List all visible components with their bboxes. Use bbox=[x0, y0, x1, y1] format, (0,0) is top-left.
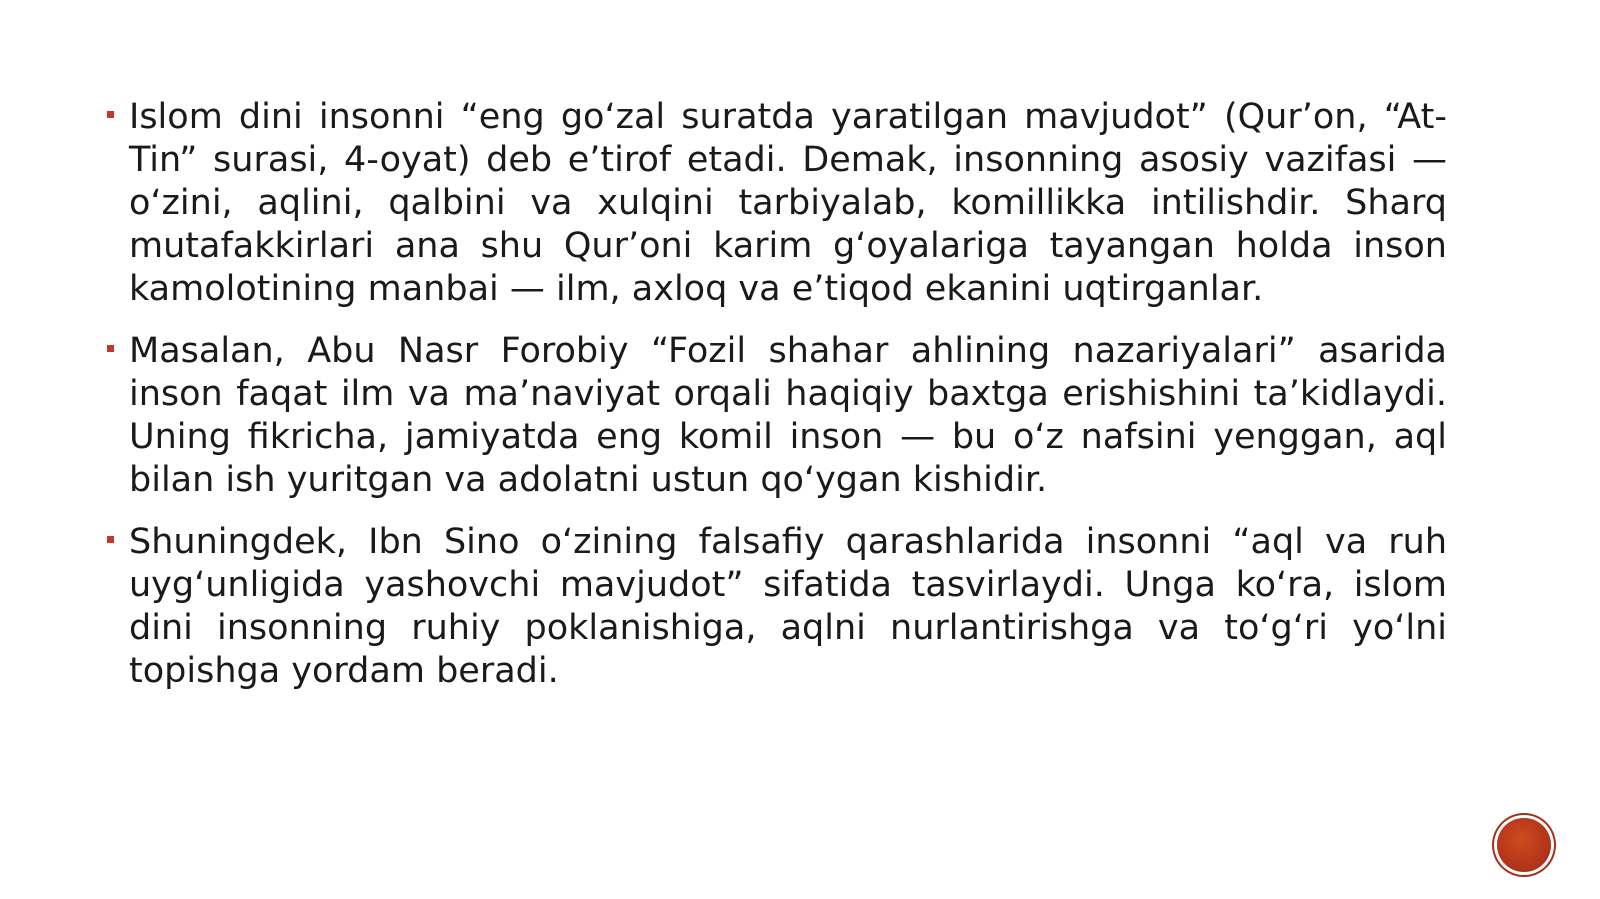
square-bullet-icon bbox=[107, 345, 114, 352]
square-bullet-icon bbox=[107, 536, 114, 543]
bullet-text: Masalan, Abu Nasr Forobiy “Fozil shahar ahlining nazariyalari” asarida inson faqat ilm va ma’naviyat orqali haqiqiy baxtga erishishini ta’kidlaydi. Uning fikricha, jamiyatda eng komil inson — bu o‘z nafsini yenggan, aql bilan ish yuritgan va adolatni ustun qo‘ygan kishidir. bbox=[129, 331, 1447, 500]
bullet-item bbox=[107, 96, 1447, 311]
bullet-item bbox=[107, 330, 1447, 502]
bullet-text: Islom dini insonni “eng go‘zal suratda yaratilgan mavjudot” (Qur’on, “At-Tin” surasi, 4-oyat) deb e’tirof etadi. Demak, insonning asosiy vazifasi — o‘zini, aqlini, qalbini va xulqini tarbiyalab, komillikka intilishdir. Sharq mutafakkirlari ana shu Qur’oni karim g‘oyalariga tayangan holda inson kamolotining manbai — ilm, axloq va e’tiqod ekanini uqtirganlar. bbox=[129, 97, 1447, 309]
bullet-text: Shuningdek, Ibn Sino o‘zining falsafiy qarashlarida insonni “aql va ruh uyg‘unligida yashovchi mavjudot” sifatida tasvirlaydi. Unga ko‘ra, islom dini insonning ruhiy poklanishiga, aqlni nurlantirishga va to‘g‘ri yo‘lni topishga yordam beradi. bbox=[129, 522, 1447, 691]
bullet-item bbox=[107, 521, 1447, 693]
bullet-list bbox=[107, 96, 1447, 712]
square-bullet-icon bbox=[107, 111, 114, 118]
slide-number-badge-icon bbox=[1497, 818, 1551, 872]
